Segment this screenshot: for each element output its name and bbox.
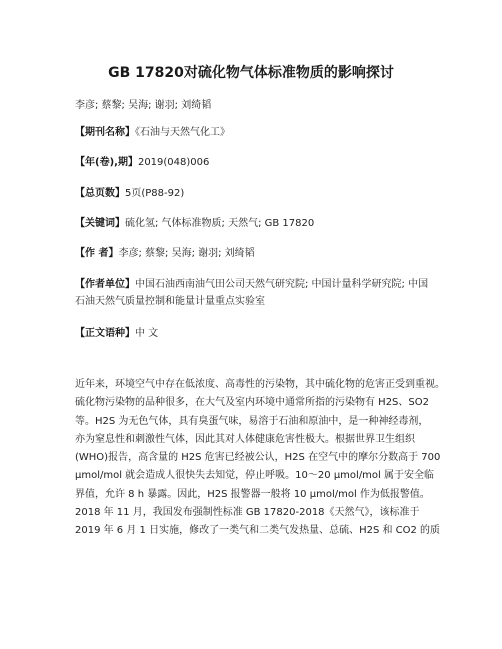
body-line: 2019 年 6 月 1 日实施，修改了一类气和二类气发热量、总硫、H2S 和 CO2 的质 (75, 525, 441, 537)
field-label: 【作 者】 (75, 248, 119, 259)
field-label: 【总页数】 (75, 188, 125, 199)
field-language (75, 325, 435, 342)
field-value: 硫化氢; 气体标准物质; 天然气; GB 17820 (125, 218, 315, 229)
document-title: GB 17820对硫化物气体标准物质的影响探讨 (108, 65, 394, 81)
body-line: 硫化物污染物的品种很多，在大气及室内环境中通常所指的污染物有 H2S、SO2 (75, 397, 429, 409)
field-keywords (75, 215, 435, 232)
field-value: 中 文 (135, 328, 159, 339)
field-journal-name (75, 124, 435, 141)
body-line: 界值，允许 8 h 暴露。因此，H2S 报警器一般将 10 μmol/mol 作为低报警值。 (75, 488, 430, 500)
body-line: (WHO)报告，高含量的 H2S 危害已经被公认，H2S 在空气中的摩尔分数高于 700 (75, 452, 441, 464)
field-label: 【关键词】 (75, 218, 125, 229)
body-paragraph (75, 376, 445, 541)
body-line: 等。H2S 为无色气体，具有臭蛋气味，易溶于石油和原油中，是一种神经毒剂， (75, 415, 429, 427)
body-line: 亦为窒息性和刺激性气体，因此其对人体健康危害性极大。根据世界卫生组织 (75, 433, 415, 445)
body-line: μmol/mol 就会造成人很快失去知觉，停止呼吸。10～20 μmol/mol 属于安全临 (75, 470, 434, 482)
field-label: 【期刊名称】 (75, 127, 135, 138)
field-total-pages (75, 185, 435, 202)
field-value: 5页(P88-92) (125, 188, 185, 199)
field-year-volume-issue (75, 154, 435, 171)
field-value: 《石油与天然气化工》 (135, 127, 230, 138)
field-affiliations (75, 276, 455, 310)
body-line: 2018 年 11 月，我国发布强制性标准 GB 17820-2018《天然气》，该标准于 (75, 507, 420, 519)
field-label: 【作者单位】 (75, 279, 135, 290)
field-value: 中国石油西南油气田公司天然气研究院; 中国计量科学研究院; 中国 (135, 279, 429, 290)
field-label: 【正文语种】 (75, 328, 135, 339)
field-value: 李彦; 蔡黎; 吴海; 谢羽; 刘绮韬 (118, 248, 255, 259)
field-authors (75, 245, 435, 262)
authors-line: 李彦; 蔡黎; 吴海; 谢羽; 刘绮韬 (75, 100, 212, 111)
field-label: 【年(卷),期】 (75, 157, 138, 168)
field-value-continuation: 石油天然气质量控制和能量计量重点实验室 (75, 296, 265, 307)
body-line: 近年来，环境空气中存在低浓度、高毒性的污染物，其中硫化物的危害正受到重视。 (75, 379, 445, 390)
field-value: 2019(048)006 (137, 157, 210, 168)
